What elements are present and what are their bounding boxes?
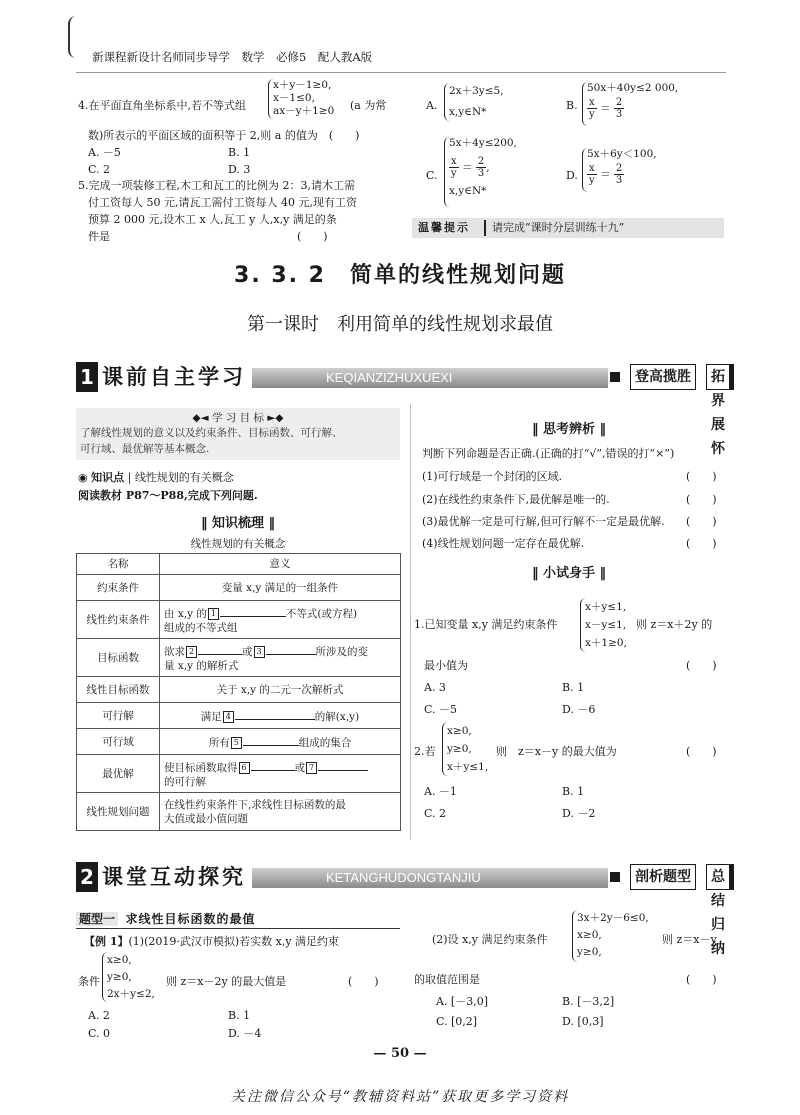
try-q2-post: 则 z＝x－y 的最大值为	[496, 745, 617, 758]
band-2-tag-2: 总结归纳	[706, 864, 734, 890]
row-name: 线性约束条件	[77, 601, 160, 639]
goals-title: ◆◄ 学 习 目 标 ►◆	[192, 412, 284, 424]
band-2-title: 课堂互动探究	[102, 865, 246, 889]
type1-label: 题型一	[76, 912, 118, 926]
q4-line1: 4.在平面直角坐标系中,若不等式组	[78, 99, 246, 112]
example1-part2-paren[interactable]: ( )	[686, 973, 717, 986]
band-1-square-icon	[610, 372, 620, 382]
example1-paren[interactable]: ( )	[348, 975, 379, 988]
row-name: 线性规划问题	[77, 793, 160, 831]
q5-option-a-label[interactable]: A.	[426, 99, 438, 112]
q4-option-d[interactable]: D. 3	[228, 163, 251, 176]
try-q1-system: x＋y≤1, x－y≤1, x＋1≥0,	[580, 598, 627, 652]
row-name: 可行解	[77, 703, 160, 729]
q5-line3: 预算 2 000 元,设木工 x 人,瓦工 y 人,x,y 满足的条	[88, 213, 337, 226]
q5-option-c-system: 5x＋4y≤200, $\frac{x}{y}$ ＝ $\frac{2}{3}$ , x,y∈N*	[444, 137, 517, 207]
example1-line1: 【例 1】(1)(2019·武汉市模拟)若实数 x,y 满足约束	[84, 935, 340, 948]
think-title: ‖ 思考辨析 ‖	[531, 422, 607, 437]
goals-arrow-left-icon: ◆◄	[192, 412, 212, 424]
table-title: 线性规划的有关概念	[190, 538, 286, 550]
goals-arrow-right-icon: ►◆	[264, 412, 284, 424]
page-number: — 50 —	[373, 1046, 427, 1061]
row-name: 最优解	[77, 755, 160, 793]
q5-line2: 付工资每人 50 元,请瓦工需付工资每人 40 元,现有工资	[88, 196, 357, 209]
example1-part2-option-b[interactable]: B. [－3,2]	[562, 995, 615, 1008]
row-meaning: 欲求 2 或 3 所涉及的变 量 x,y 的解析式	[160, 639, 401, 677]
try-q2-option-b[interactable]: B. 1	[562, 785, 585, 798]
type1-heading	[76, 910, 400, 929]
q5-line4: 件是 ( )	[88, 230, 328, 243]
band-1-tag-2: 拓界展怀	[706, 364, 734, 390]
try-q2-option-d[interactable]: D. －2	[562, 807, 596, 820]
try-q1-option-d[interactable]: D. －6	[562, 703, 596, 716]
knowledge-bullet-icon: ◉	[78, 471, 88, 484]
try-q1-pre: 1.已知变量 x,y 满足约束条件	[414, 618, 558, 631]
try-q2-pre: 2.若	[414, 745, 436, 758]
table-header-row	[77, 554, 401, 575]
think-intro: 判断下列命题是否正确.(正确的打“√”,错误的打“×”)	[422, 447, 675, 460]
table-row	[77, 601, 401, 639]
example1-system: x≥0, y≥0, 2x＋y≤2,	[102, 952, 155, 1002]
try-q2-system: x≥0, y≥0, x＋y≤1,	[442, 722, 488, 776]
example1-option-d[interactable]: D. －4	[228, 1027, 262, 1040]
try-q2-paren[interactable]: ( )	[686, 745, 717, 758]
knowledge-point: ◉ 知识点 | 线性规划的有关概念	[78, 471, 234, 484]
row-name: 可行域	[77, 729, 160, 755]
band-2-bar	[252, 868, 608, 888]
blank-3[interactable]	[266, 642, 316, 655]
row-name: 线性目标函数	[77, 677, 160, 703]
think-item-4: (4)线性规划问题一定存在最优解.	[422, 537, 585, 550]
try-q1-option-a[interactable]: A. 3	[424, 681, 446, 694]
example1-part2-pre: (2)设 x,y 满足约束条件	[432, 933, 548, 946]
q4-note: (a 为常	[350, 99, 387, 112]
q5-option-c-label[interactable]: C.	[426, 169, 438, 182]
blank-2[interactable]	[198, 642, 242, 655]
example1-part2-option-d[interactable]: D. [0,3]	[562, 1015, 604, 1028]
q5-option-b-system: 50x＋40y≤2 000, $\frac{x}{y}$ ＝ $\frac{2}{3}$	[582, 82, 678, 126]
tip-box	[412, 218, 724, 238]
running-header: 新课程新设计名师同步导学 数学 必修5 配人教A版	[92, 50, 373, 64]
q5-option-a-system: 2x＋3y≤5, x,y∈N*	[444, 83, 504, 121]
think-item-1: (1)可行域是一个封闭的区域.	[422, 470, 563, 483]
page-edge-mark	[68, 16, 78, 58]
example1-part2-line2: 的取值范围是	[414, 973, 480, 986]
blank-1[interactable]	[220, 604, 286, 617]
goals-text-1: 了解线性规划的意义以及约束条件、目标函数、可行解、	[80, 427, 343, 439]
think-paren-1[interactable]: ( )	[686, 470, 717, 483]
example1-option-a[interactable]: A. 2	[88, 1009, 110, 1022]
tip-divider	[484, 220, 486, 236]
q4-system: x＋y－1≥0, x－1≤0, ax－y＋1≥0	[268, 79, 334, 119]
blank-4[interactable]	[235, 707, 315, 720]
row-meaning: 在线性约束条件下,求线性目标函数的最 大值或最小值问题	[160, 793, 401, 831]
row-meaning: 所有 5 组成的集合	[160, 729, 401, 755]
table-row	[77, 793, 401, 831]
think-paren-2[interactable]: ( )	[686, 493, 717, 506]
band-1-bar	[252, 368, 608, 388]
row-meaning: 关于 x,y 的二元一次解析式	[160, 677, 401, 703]
knowledge-sort-title: ‖ 知识梳理 ‖	[200, 516, 276, 531]
tip-label: 温馨提示	[418, 221, 470, 234]
q5-option-b-label[interactable]: B.	[566, 99, 578, 112]
try-q2-option-c[interactable]: C. 2	[424, 807, 447, 820]
example1-part2-option-a[interactable]: A. [－3,0]	[436, 995, 489, 1008]
try-title: ‖ 小试身手 ‖	[531, 566, 607, 581]
try-q1-post: 则 z＝x＋2y 的	[636, 618, 713, 631]
example1-post: 则 z＝x－2y 的最大值是	[166, 975, 287, 988]
row-name: 约束条件	[77, 575, 160, 601]
blank-6[interactable]	[251, 758, 295, 771]
try-q2-option-a[interactable]: A. －1	[424, 785, 457, 798]
band-1-tag-1: 登高揽胜	[630, 364, 696, 390]
blank-7[interactable]	[318, 758, 368, 771]
q5-line1: 5.完成一项装修工程,木工和瓦工的比例为 2：3,请木工需	[78, 179, 355, 192]
think-paren-3[interactable]: ( )	[686, 515, 717, 528]
row-meaning: 变量 x,y 满足的一组条件	[160, 575, 401, 601]
table-row	[77, 639, 401, 677]
q4-option-a[interactable]: A. －5	[88, 146, 121, 159]
concepts-table	[76, 553, 401, 831]
q4-line2: 数)所表示的平面区域的面积等于 2,则 a 的值为 ( )	[88, 129, 360, 142]
type1-title: 求线性目标函数的最值	[125, 912, 256, 926]
goals-box	[76, 408, 400, 460]
section-title: 3. 3. 2 简单的线性规划问题	[234, 263, 566, 288]
band-1-number: 1	[76, 362, 98, 392]
row-name: 目标函数	[77, 639, 160, 677]
row-meaning: 使目标函数取得 6 或 7 的可行解	[160, 755, 401, 793]
table-header-meaning: 意义	[160, 554, 401, 575]
column-divider	[410, 404, 411, 840]
q4-option-c[interactable]: C. 2	[88, 163, 111, 176]
table-row	[77, 703, 401, 729]
q5-option-d-label[interactable]: D.	[566, 169, 578, 182]
q5-option-d-system: 5x＋6y＜100, $\frac{x}{y}$ ＝ $\frac{2}{3}$	[582, 148, 657, 192]
table-row	[77, 575, 401, 601]
try-q1-paren[interactable]: ( )	[686, 659, 717, 672]
band-2-square-icon	[610, 872, 620, 882]
q4-option-b[interactable]: B. 1	[228, 146, 251, 159]
example1-part2-post: 则 z＝x－y	[662, 933, 717, 946]
row-meaning: 满足 4 的解(x,y)	[160, 703, 401, 729]
think-item-3: (3)最优解一定是可行解,但可行解不一定是最优解.	[422, 515, 665, 528]
example1-pre: 条件	[78, 975, 100, 988]
table-row	[77, 677, 401, 703]
example1-part2-option-c[interactable]: C. [0,2]	[436, 1015, 478, 1028]
table-row	[77, 729, 401, 755]
band-1-title: 课前自主学习	[102, 365, 246, 389]
table-header-name: 名称	[77, 554, 160, 575]
table-row	[77, 755, 401, 793]
band-2-pinyin: KETANGHUDONGTANJIU	[326, 870, 481, 885]
lesson-title: 第一课时 利用简单的线性规划求最值	[247, 314, 553, 335]
band-2-number: 2	[76, 862, 98, 892]
row-meaning: 由 x,y 的 1 不等式(或方程) 组成的不等式组	[160, 601, 401, 639]
reading-instruction: 阅读教材 P87～P88,完成下列问题.	[78, 489, 258, 502]
band-2-tag-1: 剖析题型	[630, 864, 696, 890]
think-paren-4[interactable]: ( )	[686, 537, 717, 550]
example1-option-c[interactable]: C. 0	[88, 1027, 111, 1040]
tip-text: 请完成“课时分层训练十九”	[492, 221, 625, 234]
try-q1-line2: 最小值为	[424, 659, 468, 672]
footer-note: 关注微信公众号“教辅资料站”获取更多学习资料	[230, 1089, 570, 1105]
try-q1-option-b[interactable]: B. 1	[562, 681, 585, 694]
try-q1-option-c[interactable]: C. －5	[424, 703, 458, 716]
example1-part2-system: 3x＋2y－6≤0, x≥0, y≥0,	[572, 910, 649, 962]
example1-option-b[interactable]: B. 1	[228, 1009, 251, 1022]
think-item-2: (2)在线性约束条件下,最优解是唯一的.	[422, 493, 610, 506]
goals-text-2: 可行域、最优解等基本概念.	[80, 443, 210, 455]
band-1-pinyin: KEQIANZIZHUXUEXI	[326, 370, 453, 385]
header-rule	[76, 72, 726, 73]
blank-5[interactable]	[243, 733, 299, 746]
